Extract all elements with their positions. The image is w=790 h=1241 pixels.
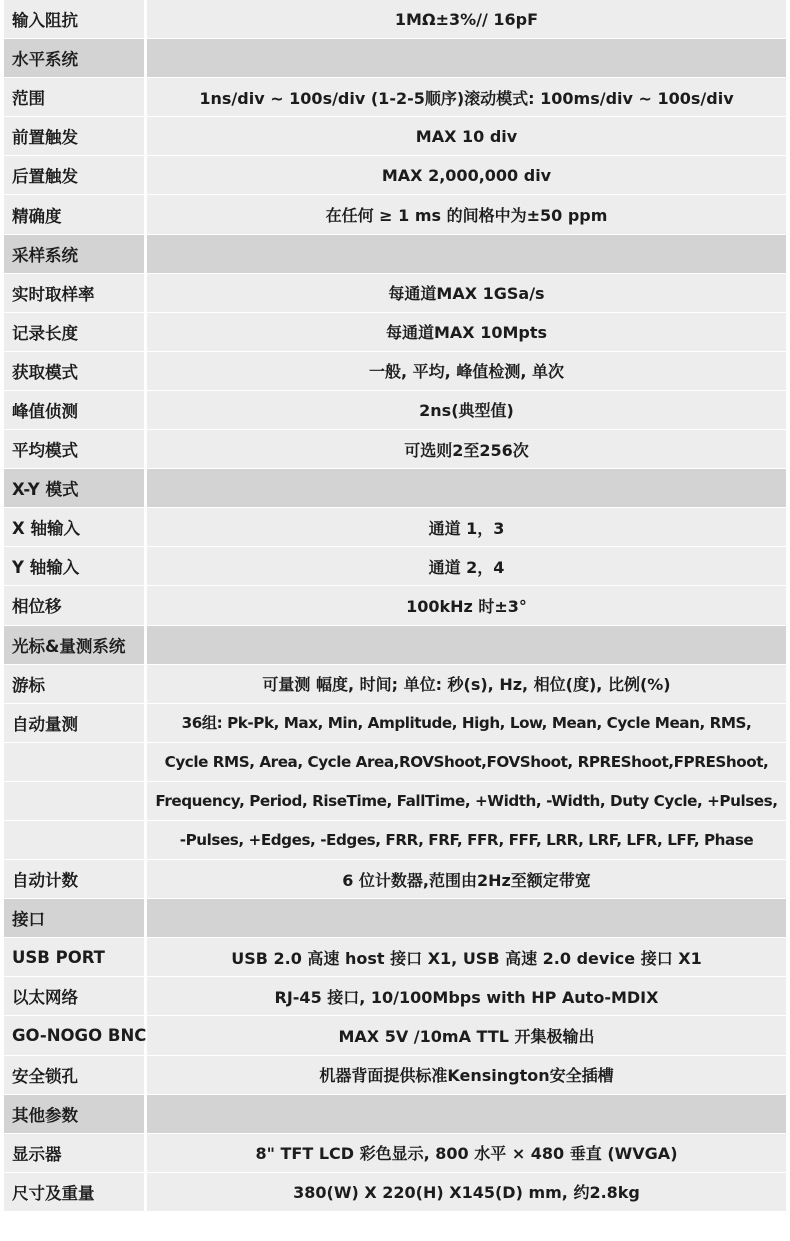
section-blank-cell	[147, 39, 786, 77]
spec-label: Y 轴输入	[4, 547, 147, 585]
spec-label: USB PORT	[4, 938, 147, 976]
spec-value: MAX 10 div	[147, 117, 786, 155]
spec-label: X 轴输入	[4, 508, 147, 546]
spec-label: 范围	[4, 78, 147, 116]
spec-value: 可量测 幅度, 时间; 单位: 秒(s), Hz, 相位(度), 比例(%)	[147, 665, 786, 703]
spec-row	[4, 547, 786, 586]
spec-label: 尺寸及重量	[4, 1173, 147, 1211]
spec-row	[4, 743, 786, 782]
spec-value: 在任何 ≥ 1 ms 的间格中为±50 ppm	[147, 195, 786, 233]
section-blank-cell	[147, 469, 786, 507]
spec-value: MAX 5V /10mA TTL 开集极输出	[147, 1016, 786, 1054]
spec-label: 相位移	[4, 586, 147, 624]
spec-value: 一般, 平均, 峰值检测, 单次	[147, 352, 786, 390]
spec-row	[4, 821, 786, 860]
spec-label: 获取模式	[4, 352, 147, 390]
spec-label: 游标	[4, 665, 147, 703]
spec-label: 记录长度	[4, 313, 147, 351]
spec-row	[4, 1056, 786, 1095]
section-header-row	[4, 39, 786, 78]
spec-label: GO-NOGO BNC	[4, 1016, 147, 1054]
spec-row	[4, 938, 786, 977]
section-blank-cell	[147, 1095, 786, 1133]
spec-label: 精确度	[4, 195, 147, 233]
section-blank-cell	[147, 235, 786, 273]
spec-value: 每通道MAX 10Mpts	[147, 313, 786, 351]
spec-value: 1ns/div ~ 100s/div (1-2-5顺序)滚动模式: 100ms/div ~ 100s/div	[147, 78, 786, 116]
spec-label: 显示器	[4, 1134, 147, 1172]
spec-label: 自动计数	[4, 860, 147, 898]
spec-value: RJ-45 接口, 10/100Mbps with HP Auto-MDIX	[147, 977, 786, 1015]
spec-label: 安全锁孔	[4, 1056, 147, 1094]
spec-row	[4, 391, 786, 430]
spec-value: -Pulses, +Edges, -Edges, FRR, FRF, FFR, FFF, LRR, LRF, LFR, LFF, Phase	[147, 821, 786, 859]
spec-row	[4, 430, 786, 469]
section-header-row	[4, 899, 786, 938]
spec-value: 通道 2，4	[147, 547, 786, 585]
spec-value: USB 2.0 高速 host 接口 X1, USB 高速 2.0 device 接口 X1	[147, 938, 786, 976]
spec-row	[4, 274, 786, 313]
spec-row	[4, 1173, 786, 1212]
section-title: 接口	[4, 899, 147, 937]
spec-row	[4, 508, 786, 547]
spec-value: 2ns(典型值)	[147, 391, 786, 429]
spec-label: 以太网络	[4, 977, 147, 1015]
section-blank-cell	[147, 626, 786, 664]
section-title: 其他参数	[4, 1095, 147, 1133]
spec-row	[4, 860, 786, 899]
spec-row	[4, 1134, 786, 1173]
spec-value: 每通道MAX 1GSa/s	[147, 274, 786, 312]
spec-value: 可选则2至256次	[147, 430, 786, 468]
spec-value: 机器背面提供标准Kensington安全插槽	[147, 1056, 786, 1094]
spec-value: 1MΩ±3%// 16pF	[147, 0, 786, 38]
spec-row	[4, 313, 786, 352]
section-title: X-Y 模式	[4, 469, 147, 507]
spec-value: 380(W) X 220(H) X145(D) mm, 约2.8kg	[147, 1173, 786, 1211]
spec-label	[4, 782, 147, 820]
section-header-row	[4, 235, 786, 274]
section-header-row	[4, 1095, 786, 1134]
spec-value: 6 位计数器,范围由2Hz至额定带宽	[147, 860, 786, 898]
spec-label	[4, 743, 147, 781]
spec-value: 8" TFT LCD 彩色显示, 800 水平 × 480 垂直 (WVGA)	[147, 1134, 786, 1172]
spec-row	[4, 782, 786, 821]
spec-row	[4, 156, 786, 195]
spec-label: 平均模式	[4, 430, 147, 468]
spec-row	[4, 665, 786, 704]
spec-value: Cycle RMS, Area, Cycle Area,ROVShoot,FOVShoot, RPREShoot,FPREShoot,	[147, 743, 786, 781]
spec-label: 前置触发	[4, 117, 147, 155]
spec-row	[4, 977, 786, 1016]
spec-value: 36组: Pk-Pk, Max, Min, Amplitude, High, Low, Mean, Cycle Mean, RMS,	[147, 704, 786, 742]
spec-row	[4, 117, 786, 156]
spec-value: 100kHz 时±3°	[147, 586, 786, 624]
section-header-row	[4, 469, 786, 508]
section-header-row	[4, 626, 786, 665]
spec-label: 自动量测	[4, 704, 147, 742]
spec-row	[4, 1016, 786, 1055]
section-title: 采样系统	[4, 235, 147, 273]
spec-value: Frequency, Period, RiseTime, FallTime, +Width, -Width, Duty Cycle, +Pulses,	[147, 782, 786, 820]
section-title: 光标&量测系统	[4, 626, 147, 664]
spec-row	[4, 0, 786, 39]
spec-label	[4, 821, 147, 859]
spec-row	[4, 704, 786, 743]
spec-row	[4, 586, 786, 625]
spec-table	[4, 0, 786, 1212]
spec-label: 后置触发	[4, 156, 147, 194]
spec-row	[4, 195, 786, 234]
section-title: 水平系统	[4, 39, 147, 77]
spec-label: 峰值侦测	[4, 391, 147, 429]
spec-label: 实时取样率	[4, 274, 147, 312]
spec-label: 输入阻抗	[4, 0, 147, 38]
section-blank-cell	[147, 899, 786, 937]
spec-row	[4, 352, 786, 391]
spec-value: MAX 2,000,000 div	[147, 156, 786, 194]
spec-row	[4, 78, 786, 117]
spec-value: 通道 1，3	[147, 508, 786, 546]
